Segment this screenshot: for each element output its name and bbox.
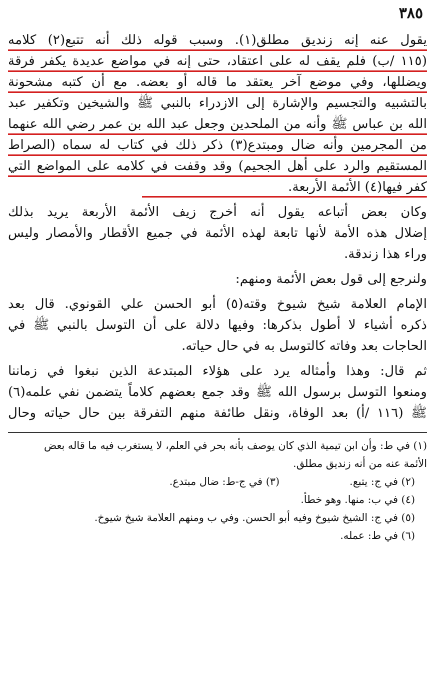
page-number: ٣٨٥ <box>398 4 423 22</box>
text-line: كفر فيها(٤) الأئمة الأربعة. <box>8 177 427 198</box>
main-text <box>8 30 427 424</box>
footnote-continuation: الأئمة عنه من أنه زنديق مطلق. <box>293 458 427 470</box>
text-line: وكان بعض أتباعه يقول أنه أخرج زيف الأئمة الأربعة يريد بذلك <box>8 205 427 220</box>
text-line: يقول عنه إنه زنديق مطلق(١). وسبب قوله ذلك أنه تتبع(٢) كلامه <box>8 30 427 51</box>
text-line: ثم قال: وهذا وأمثاله يرد على هؤلاء المبتدعة الذين نبغوا في زماننا <box>8 364 427 379</box>
text-line: ذكره أشياء لا أطول بذكرها: وفيها دلالة على أن التوسل بالنبي ﷺ في <box>8 318 427 333</box>
text-line: ومنعوا التوسل برسول الله ﷺ وقد جمع بعضهم كلاماً يتضمن نفي علمه(٦) <box>8 385 427 400</box>
text-line: ﷺ (١١٦ /أ) بعد الوفاة، ونقل طائفة منهم التفرقة بين حال حياته وحال <box>8 406 427 421</box>
text-line: الإمام العلامة شيخ شيوخ وقته(٥) أبو الحسن علي القونوي. قال بعد <box>8 297 427 312</box>
footnote: (٦) في ط: عمله. <box>340 530 415 542</box>
footnote-row <box>8 473 427 491</box>
text-line: وراء هذا زندقة. <box>343 247 427 262</box>
text-line: ويضللها، وفي موضع آخر يعتقد ما قاله أو بعضه. مع أن كتبه مشحونة <box>8 72 427 93</box>
text-line: (١١٥ /ب) فلم يقف له على اعتقاد، حتى إنه في مواضع عديدة يكفر فرقة <box>8 51 427 72</box>
footnote: (٤) في ب: منها. وهو خطأ. <box>300 494 415 506</box>
footnote: (٣) في ج-ط: ضال مبتدع. <box>169 476 280 488</box>
text-line: بالتشبيه والتجسيم والإشارة إلى الازدراء بالنبي ﷺ والشيخين وتكفير عبد <box>8 96 427 111</box>
footnote: (١) في ط: وأن ابن تيمية الذي كان يوصف بأنه بحر في العلم، لا يستغرب فيه ما قاله بعض <box>44 440 427 452</box>
text-line: الله بن عباس ﷺ وأنه من الملحدين وجعل عبد الله بن عمر رضي الله عنهما <box>8 114 427 135</box>
footnote-divider <box>8 432 427 433</box>
text-line: من المجرمين وأنه ضال ومبتدع(٣) ذكر ذلك في كتاب له سماه (الصراط <box>8 135 427 156</box>
footnotes <box>8 437 427 545</box>
footnote: (٢) في ج: يتبع. <box>349 476 415 488</box>
text-line: الحاجات بعد وفاته كالتوسل به في حال حياته. <box>181 339 427 354</box>
footnote: (٥) في ج: الشيخ شيوخ وفيه أبو الحسن. وفي ب ومنهم العلامة شيخ شيوخ. <box>94 512 415 524</box>
text-line: المستقيم والرد على أهل الجحيم) وقد وقفت في كلامه على المواضع التي <box>8 156 427 177</box>
text-line: ولنرجع إلى قول بعض الأئمة ومنهم: <box>235 272 427 287</box>
text-line: إضلال هذه الأمة لأنها تابعة لهذه الأئمة في جميع الأقطار والأمصار وليس <box>8 226 427 241</box>
